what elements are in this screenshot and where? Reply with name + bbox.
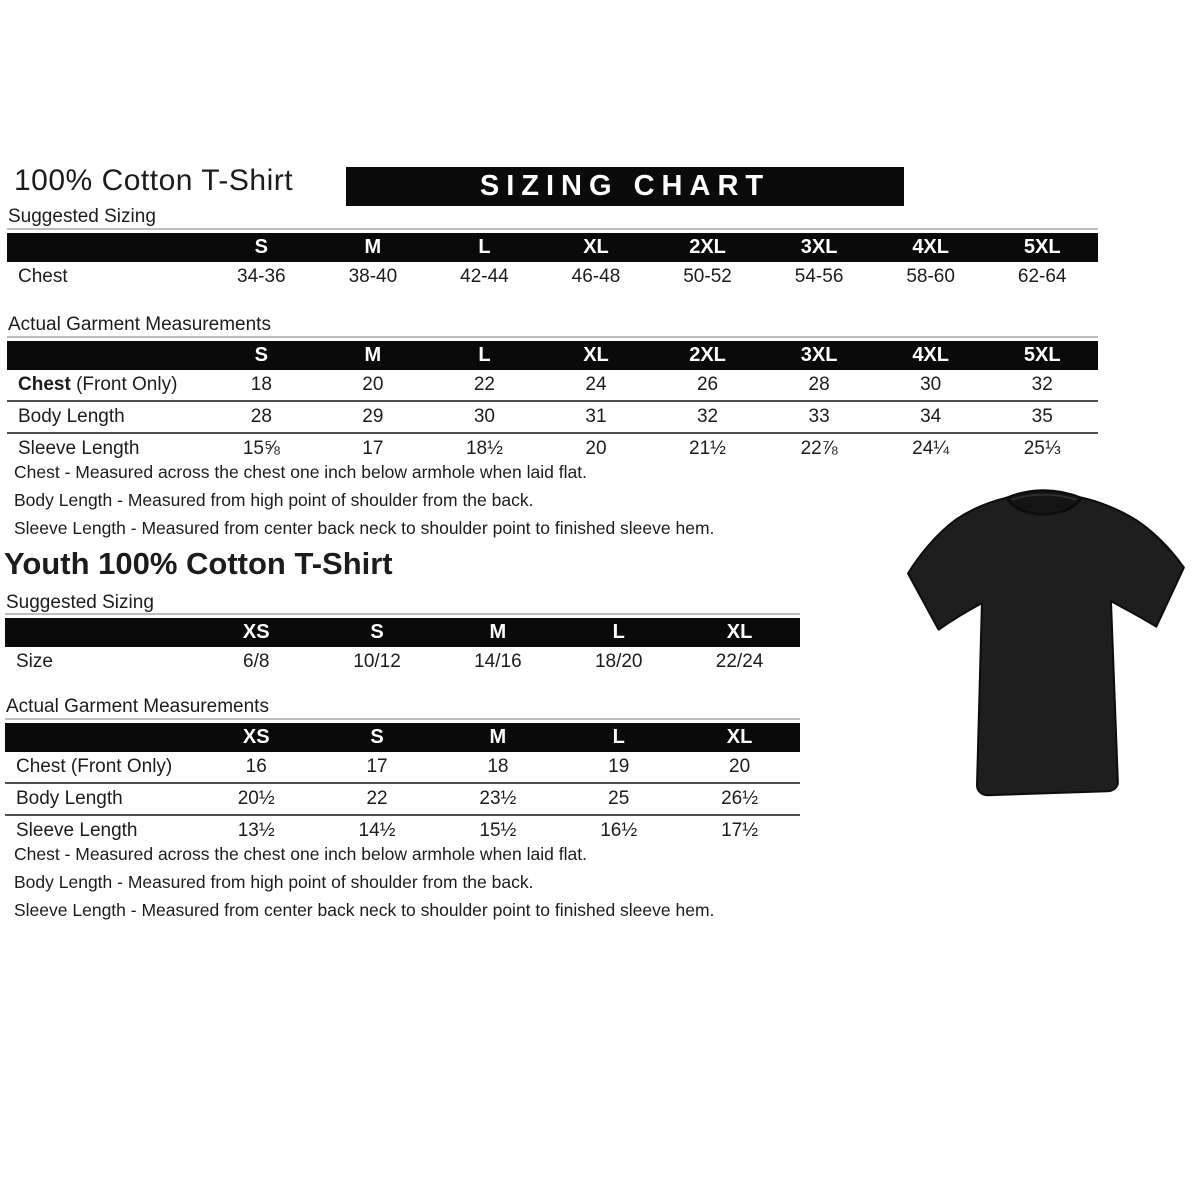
adult-suggested-table xyxy=(7,228,1098,292)
cell: 54-56 xyxy=(794,266,844,287)
cell: 32 xyxy=(696,406,719,427)
cell: 18½ xyxy=(465,438,503,459)
size-col-header: S xyxy=(254,236,268,258)
size-col-header: XL xyxy=(726,621,753,643)
cell: 28 xyxy=(808,374,830,395)
size-col-header: 5XL xyxy=(1023,236,1061,258)
black-tshirt-image xyxy=(893,474,1193,809)
cell: 15½ xyxy=(479,820,517,841)
size-col-header: 2XL xyxy=(689,344,726,366)
size-col-header: 2XL xyxy=(689,236,726,258)
adult-suggested-header-row xyxy=(7,233,1098,262)
youth-measurement-notes xyxy=(14,840,714,924)
tshirt-icon xyxy=(893,474,1193,809)
cell: 21½ xyxy=(689,438,727,459)
cell: 24 xyxy=(585,374,607,395)
size-col-header: 3XL xyxy=(800,344,838,366)
cell: 23½ xyxy=(479,788,517,809)
cell: 20 xyxy=(585,438,607,459)
size-col-header: L xyxy=(478,236,491,258)
size-col-header: L xyxy=(612,621,625,643)
size-col-header: S xyxy=(370,621,384,643)
size-col-header: 3XL xyxy=(800,236,838,258)
cell: 30 xyxy=(473,406,495,427)
row-label: Sleeve Length xyxy=(18,438,140,459)
table-row-body-length xyxy=(7,400,1098,432)
row-label: Chest (Front Only) xyxy=(18,374,178,395)
cell: 19 xyxy=(608,756,630,777)
cell: 22 xyxy=(366,788,388,809)
row-label: Chest (Front Only) xyxy=(16,756,173,777)
cell: 26½ xyxy=(721,788,759,809)
cell: 22/24 xyxy=(715,651,764,672)
size-col-header: S xyxy=(254,344,268,366)
cell: 18/20 xyxy=(594,651,643,672)
cell: 17½ xyxy=(721,820,759,841)
cell: 16 xyxy=(245,756,267,777)
cell: 17 xyxy=(366,756,388,777)
cell: 26 xyxy=(696,374,719,395)
cell: 50-52 xyxy=(683,266,732,287)
size-col-header: S xyxy=(370,726,384,748)
size-col-header: L xyxy=(478,344,491,366)
table-row-chest xyxy=(7,370,1098,400)
page-title: 100% Cotton T-Shirt xyxy=(14,164,294,197)
size-col-header: 4XL xyxy=(912,236,949,258)
cell: 18 xyxy=(250,374,272,395)
adult-actual-measurements-label: Actual Garment Measurements xyxy=(8,314,271,335)
table-row-body-length xyxy=(5,782,800,814)
size-col-header: M xyxy=(364,236,382,258)
youth-suggested-table xyxy=(5,613,800,677)
size-col-header: XL xyxy=(583,236,609,258)
table-top-rule xyxy=(5,718,800,720)
cell: 16½ xyxy=(600,820,638,841)
adult-measurement-notes xyxy=(14,458,714,542)
cell: 25⅓ xyxy=(1023,438,1061,459)
cell: 15⅝ xyxy=(242,438,280,459)
youth-actual-header-row xyxy=(5,723,800,752)
cell: 20½ xyxy=(237,788,275,809)
row-label: Body Length xyxy=(16,788,123,809)
size-col-header: 4XL xyxy=(912,344,949,366)
adult-suggested-sizing-label: Suggested Sizing xyxy=(8,206,156,227)
table-top-rule xyxy=(7,336,1098,338)
cell: 58-60 xyxy=(906,266,955,287)
row-label: Size xyxy=(16,651,53,672)
cell: 20 xyxy=(729,756,751,777)
cell: 32 xyxy=(1031,374,1053,395)
cell: 22 xyxy=(473,374,495,395)
youth-page-title: Youth 100% Cotton T-Shirt xyxy=(4,546,393,581)
size-col-header: M xyxy=(489,621,507,643)
size-col-header: L xyxy=(612,726,625,748)
table-row-chest xyxy=(5,752,800,782)
row-label: Body Length xyxy=(18,406,125,427)
cell: 62-64 xyxy=(1017,266,1067,287)
table-row xyxy=(7,262,1098,292)
size-col-header: XS xyxy=(242,621,270,643)
cell: 30 xyxy=(920,374,942,395)
table-top-rule xyxy=(7,228,1098,230)
cell: 14/16 xyxy=(474,651,522,672)
note-body-length: Body Length - Measured from high point of shoulder from the back. xyxy=(14,872,534,892)
cell: 34 xyxy=(920,406,942,427)
size-col-header: XS xyxy=(242,726,270,748)
adult-actual-header-row xyxy=(7,341,1098,370)
note-chest: Chest - Measured across the chest one inch below armhole when laid flat. xyxy=(14,462,587,482)
youth-actual-table xyxy=(5,718,800,846)
cell: 35 xyxy=(1031,406,1053,427)
cell: 13½ xyxy=(237,820,275,841)
sizing-chart-banner: SIZING CHART xyxy=(346,167,904,206)
cell: 33 xyxy=(808,406,830,427)
size-col-header: M xyxy=(364,344,382,366)
youth-suggested-header-row xyxy=(5,618,800,647)
cell: 25 xyxy=(608,788,630,809)
size-col-header: XL xyxy=(726,726,753,748)
note-sleeve-length: Sleeve Length - Measured from center back neck to shoulder point to finished sleeve hem. xyxy=(14,518,715,538)
cell: 29 xyxy=(362,406,384,427)
adult-actual-table xyxy=(7,336,1098,464)
cell: 24¼ xyxy=(912,438,950,459)
cell: 31 xyxy=(585,406,607,427)
youth-actual-measurements-label: Actual Garment Measurements xyxy=(6,696,269,717)
row-label: Sleeve Length xyxy=(16,820,138,841)
youth-suggested-sizing-label: Suggested Sizing xyxy=(6,592,154,613)
cell: 20 xyxy=(362,374,384,395)
cell: 18 xyxy=(487,756,509,777)
cell: 6/8 xyxy=(243,651,270,672)
cell: 10/12 xyxy=(353,651,401,672)
table-top-rule xyxy=(5,613,800,615)
row-label: Chest xyxy=(18,266,68,287)
size-col-header: XL xyxy=(583,344,609,366)
cell: 42-44 xyxy=(460,266,509,287)
note-sleeve-length: Sleeve Length - Measured from center back neck to shoulder point to finished sleeve hem. xyxy=(14,900,715,920)
cell: 22⅞ xyxy=(800,438,838,459)
note-body-length: Body Length - Measured from high point of shoulder from the back. xyxy=(14,490,534,510)
cell: 28 xyxy=(250,406,272,427)
cell: 46-48 xyxy=(571,266,621,287)
note-chest: Chest - Measured across the chest one inch below armhole when laid flat. xyxy=(14,844,587,864)
size-col-header: 5XL xyxy=(1023,344,1061,366)
cell: 34-36 xyxy=(237,266,286,287)
cell: 38-40 xyxy=(348,266,398,287)
table-row-size xyxy=(5,647,800,677)
cell: 14½ xyxy=(358,820,396,841)
size-col-header: M xyxy=(489,726,507,748)
cell: 17 xyxy=(362,438,384,459)
